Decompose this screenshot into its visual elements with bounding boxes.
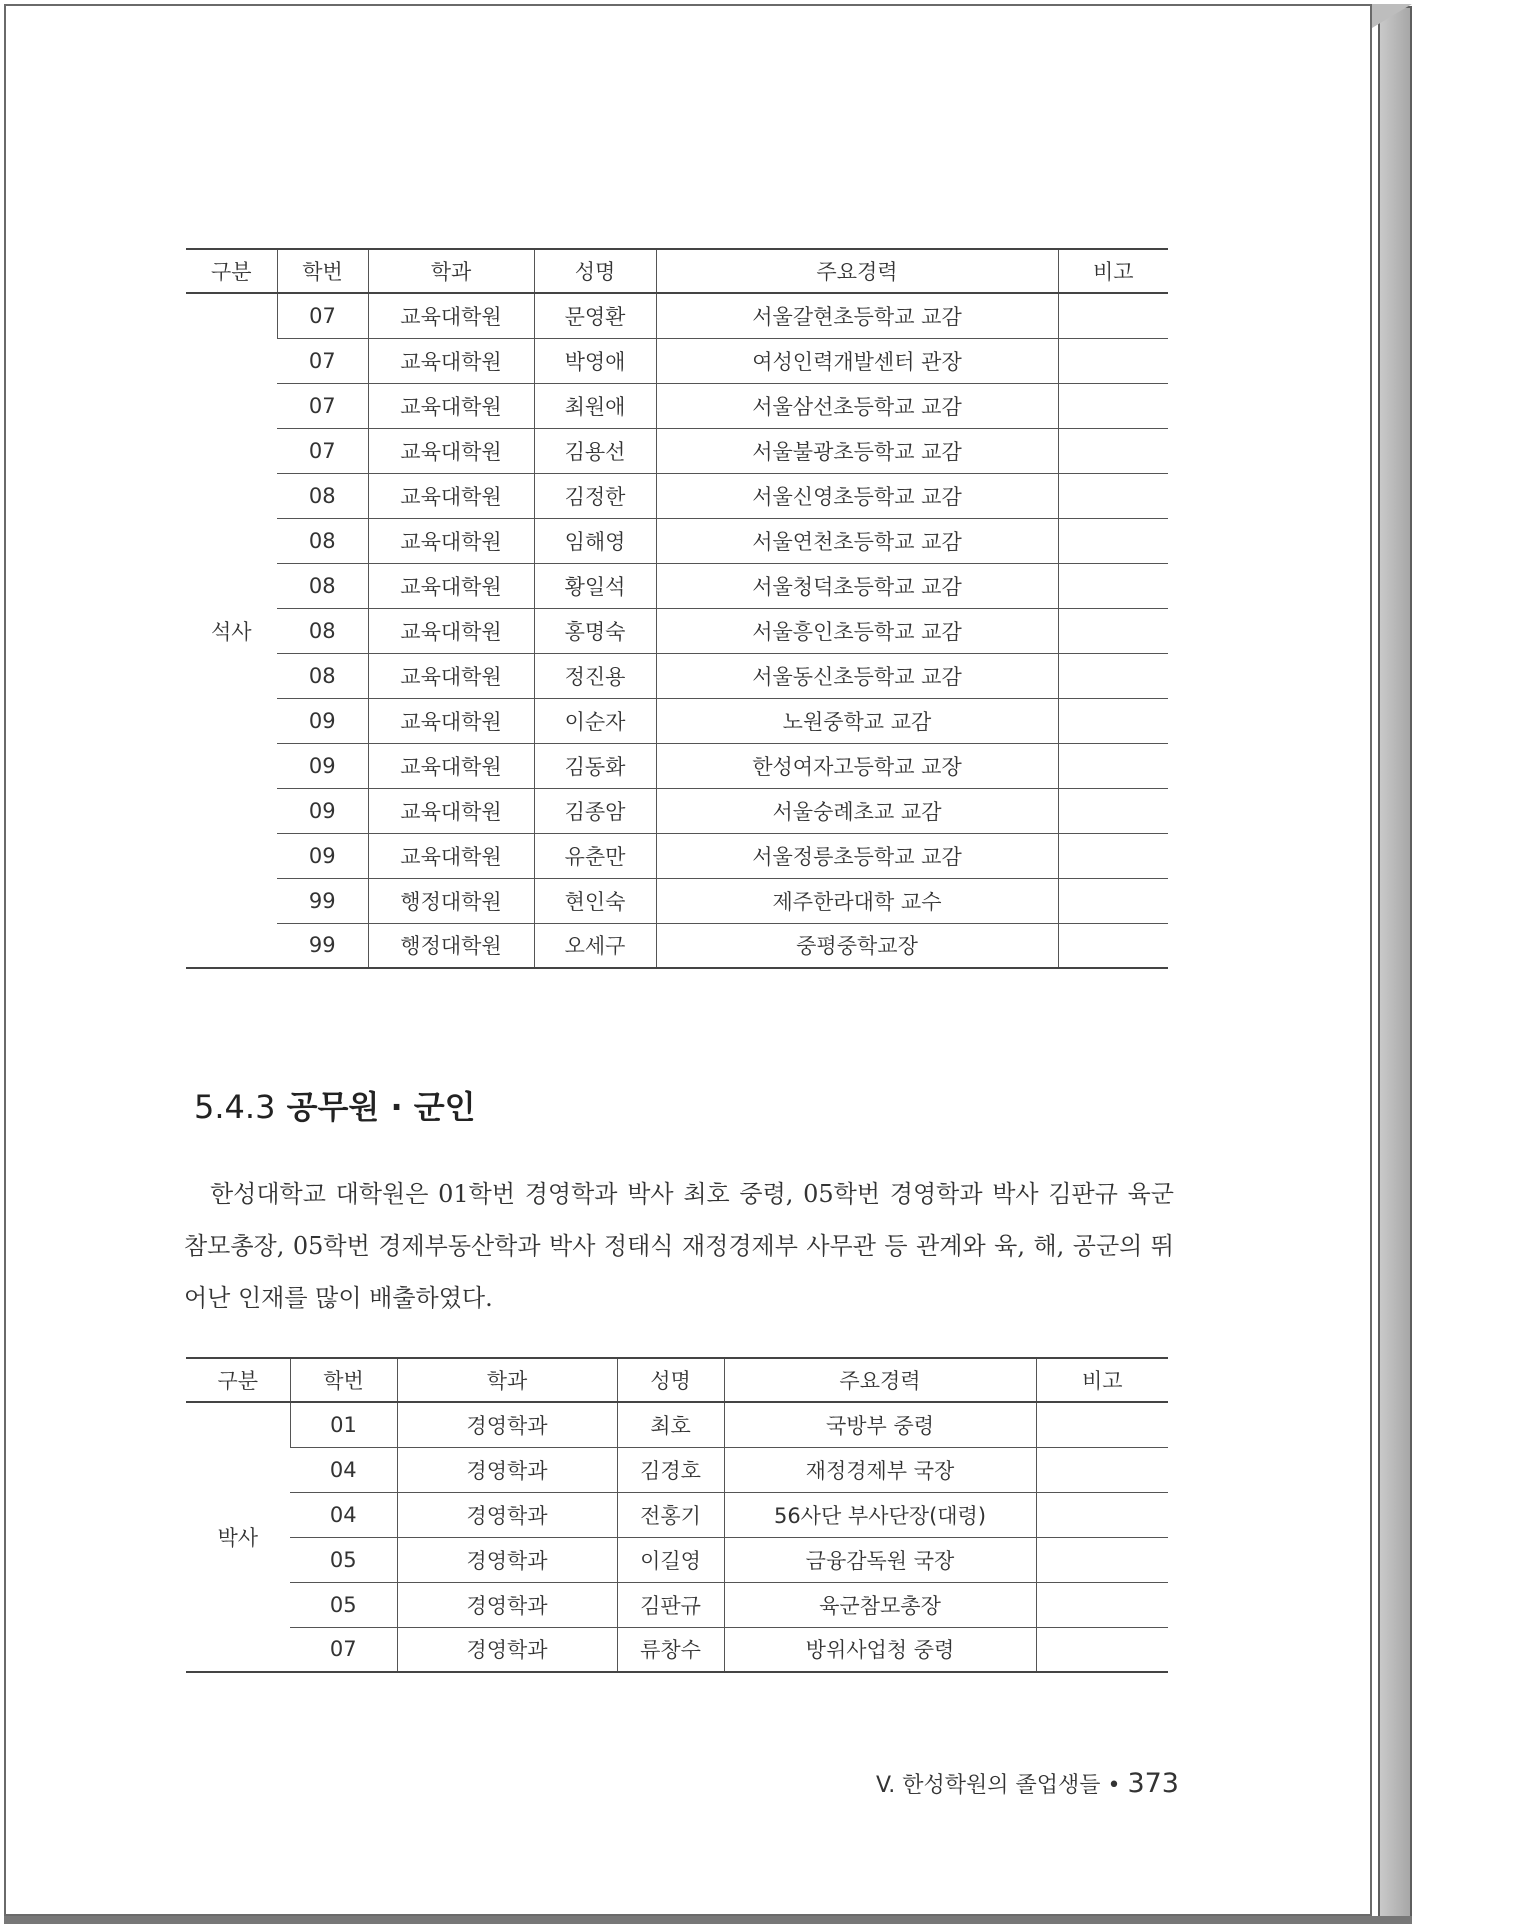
table-row (186, 383, 1168, 428)
note-cell (1058, 698, 1168, 743)
note-cell (1058, 293, 1168, 338)
name-cell: 정진용 (534, 653, 656, 698)
dept-cell: 교육대학원 (368, 788, 534, 833)
note-cell (1036, 1492, 1168, 1537)
note-cell (1058, 338, 1168, 383)
year-cell: 07 (277, 383, 368, 428)
dept-cell: 경영학과 (397, 1537, 617, 1582)
header-year: 학번 (290, 1358, 397, 1402)
career-cell: 서울동신초등학교 교감 (656, 653, 1058, 698)
dept-cell: 교육대학원 (368, 473, 534, 518)
note-cell (1058, 878, 1168, 923)
career-cell: 국방부 중령 (724, 1402, 1036, 1447)
table-row (186, 473, 1168, 518)
year-cell: 05 (290, 1537, 397, 1582)
table-row (186, 653, 1168, 698)
header-category: 구분 (186, 1358, 290, 1402)
dept-cell: 교육대학원 (368, 653, 534, 698)
table-row (186, 1402, 1168, 1447)
page-number: 373 (1127, 1768, 1179, 1799)
year-cell: 08 (277, 563, 368, 608)
note-cell (1058, 923, 1168, 968)
career-cell: 서울신영초등학교 교감 (656, 473, 1058, 518)
header-dept: 학과 (368, 249, 534, 293)
name-cell: 홍명숙 (534, 608, 656, 653)
table-row (186, 1582, 1168, 1627)
year-cell: 09 (277, 698, 368, 743)
table-header-row (186, 1358, 1168, 1402)
header-career: 주요경력 (656, 249, 1058, 293)
year-cell: 08 (277, 473, 368, 518)
name-cell: 김동화 (534, 743, 656, 788)
table-row (186, 608, 1168, 653)
header-name: 성명 (534, 249, 656, 293)
table-row (186, 1492, 1168, 1537)
table-row (186, 563, 1168, 608)
category-cell: 박사 (186, 1402, 290, 1672)
table-row (186, 428, 1168, 473)
name-cell: 최호 (617, 1402, 724, 1447)
year-cell: 04 (290, 1492, 397, 1537)
header-note: 비고 (1036, 1358, 1168, 1402)
table-row (186, 1537, 1168, 1582)
career-cell: 서울정릉초등학교 교감 (656, 833, 1058, 878)
year-cell: 99 (277, 923, 368, 968)
career-cell: 재정경제부 국장 (724, 1447, 1036, 1492)
dept-cell: 교육대학원 (368, 518, 534, 563)
career-cell: 방위사업청 중령 (724, 1627, 1036, 1672)
year-cell: 07 (290, 1627, 397, 1672)
page-shadow (4, 1916, 1412, 1924)
career-cell: 중평중학교장 (656, 923, 1058, 968)
note-cell (1058, 653, 1168, 698)
career-cell: 서울연천초등학교 교감 (656, 518, 1058, 563)
name-cell: 오세구 (534, 923, 656, 968)
dept-cell: 경영학과 (397, 1447, 617, 1492)
note-cell (1036, 1447, 1168, 1492)
year-cell: 07 (277, 293, 368, 338)
dept-cell: 교육대학원 (368, 563, 534, 608)
dept-cell: 교육대학원 (368, 428, 534, 473)
footer-bullet: • (1107, 1773, 1121, 1798)
page-stack-edge (1378, 6, 1412, 1920)
note-cell (1058, 428, 1168, 473)
career-cell: 서울흥인초등학교 교감 (656, 608, 1058, 653)
note-cell (1036, 1537, 1168, 1582)
name-cell: 전홍기 (617, 1492, 724, 1537)
table-row (186, 698, 1168, 743)
table-header-row (186, 249, 1168, 293)
header-name: 성명 (617, 1358, 724, 1402)
name-cell: 황일석 (534, 563, 656, 608)
name-cell: 김판규 (617, 1582, 724, 1627)
name-cell: 김정한 (534, 473, 656, 518)
note-cell (1058, 788, 1168, 833)
career-cell: 서울삼선초등학교 교감 (656, 383, 1058, 428)
header-dept: 학과 (397, 1358, 617, 1402)
career-cell: 서울불광초등학교 교감 (656, 428, 1058, 473)
page-footer (876, 1768, 1179, 1799)
table-row (186, 293, 1168, 338)
name-cell: 김경호 (617, 1447, 724, 1492)
note-cell (1058, 383, 1168, 428)
year-cell: 05 (290, 1582, 397, 1627)
dept-cell: 교육대학원 (368, 743, 534, 788)
section-title (194, 1082, 476, 1128)
dept-cell: 교육대학원 (368, 293, 534, 338)
note-cell (1058, 518, 1168, 563)
career-cell: 노원중학교 교감 (656, 698, 1058, 743)
table-row (186, 833, 1168, 878)
year-cell: 09 (277, 833, 368, 878)
masters-table (186, 248, 1168, 969)
dept-cell: 교육대학원 (368, 833, 534, 878)
table-row (186, 788, 1168, 833)
name-cell: 유춘만 (534, 833, 656, 878)
career-cell: 서울숭례초교 교감 (656, 788, 1058, 833)
table-row (186, 518, 1168, 563)
name-cell: 최원애 (534, 383, 656, 428)
dept-cell: 교육대학원 (368, 698, 534, 743)
section-paragraph: 한성대학교 대학원은 01학번 경영학과 박사 최호 중령, 05학번 경영학과 박사 김판규 육군참모총장, 05학번 경제부동산학과 박사 정태식 재정경제부 사무관 등 관계와 육, 해, 공군의 뛰어난 인재를 많이 배출하였다. (184, 1180, 1174, 1312)
dept-cell: 경영학과 (397, 1402, 617, 1447)
header-year: 학번 (277, 249, 368, 293)
career-cell: 여성인력개발센터 관장 (656, 338, 1058, 383)
table-row (186, 878, 1168, 923)
year-cell: 04 (290, 1447, 397, 1492)
note-cell (1058, 563, 1168, 608)
table-row (186, 1447, 1168, 1492)
career-cell: 56사단 부사단장(대령) (724, 1492, 1036, 1537)
dept-cell: 행정대학원 (368, 923, 534, 968)
category-cell: 석사 (186, 293, 277, 968)
note-cell (1058, 833, 1168, 878)
career-cell: 서울갈현초등학교 교감 (656, 293, 1058, 338)
name-cell: 류창수 (617, 1627, 724, 1672)
name-cell: 이순자 (534, 698, 656, 743)
year-cell: 08 (277, 518, 368, 563)
note-cell (1036, 1627, 1168, 1672)
table-row (186, 338, 1168, 383)
footer-chapter: V. 한성학원의 졸업생들 (876, 1773, 1101, 1798)
note-cell (1036, 1582, 1168, 1627)
year-cell: 08 (277, 608, 368, 653)
table-row (186, 923, 1168, 968)
doctors-table (186, 1357, 1168, 1673)
note-cell (1058, 473, 1168, 518)
dept-cell: 경영학과 (397, 1627, 617, 1672)
dept-cell: 경영학과 (397, 1492, 617, 1537)
name-cell: 김용선 (534, 428, 656, 473)
name-cell: 현인숙 (534, 878, 656, 923)
year-cell: 09 (277, 743, 368, 788)
year-cell: 09 (277, 788, 368, 833)
header-category: 구분 (186, 249, 277, 293)
name-cell: 이길영 (617, 1537, 724, 1582)
dept-cell: 경영학과 (397, 1582, 617, 1627)
dept-cell: 행정대학원 (368, 878, 534, 923)
header-note: 비고 (1058, 249, 1168, 293)
career-cell: 금융감독원 국장 (724, 1537, 1036, 1582)
page-corner (1372, 4, 1412, 28)
section-title-text: 공무원 · 군인 (286, 1088, 476, 1126)
year-cell: 07 (277, 338, 368, 383)
note-cell (1058, 743, 1168, 788)
table-row (186, 743, 1168, 788)
career-cell: 한성여자고등학교 교장 (656, 743, 1058, 788)
career-cell: 제주한라대학 교수 (656, 878, 1058, 923)
name-cell: 김종암 (534, 788, 656, 833)
header-career: 주요경력 (724, 1358, 1036, 1402)
year-cell: 01 (290, 1402, 397, 1447)
note-cell (1036, 1402, 1168, 1447)
name-cell: 박영애 (534, 338, 656, 383)
dept-cell: 교육대학원 (368, 608, 534, 653)
note-cell (1058, 608, 1168, 653)
career-cell: 육군참모총장 (724, 1582, 1036, 1627)
dept-cell: 교육대학원 (368, 383, 534, 428)
year-cell: 07 (277, 428, 368, 473)
table-row (186, 1627, 1168, 1672)
name-cell: 문영환 (534, 293, 656, 338)
year-cell: 08 (277, 653, 368, 698)
career-cell: 서울청덕초등학교 교감 (656, 563, 1058, 608)
dept-cell: 교육대학원 (368, 338, 534, 383)
name-cell: 임해영 (534, 518, 656, 563)
section-number: 5.4.3 (194, 1088, 276, 1126)
year-cell: 99 (277, 878, 368, 923)
